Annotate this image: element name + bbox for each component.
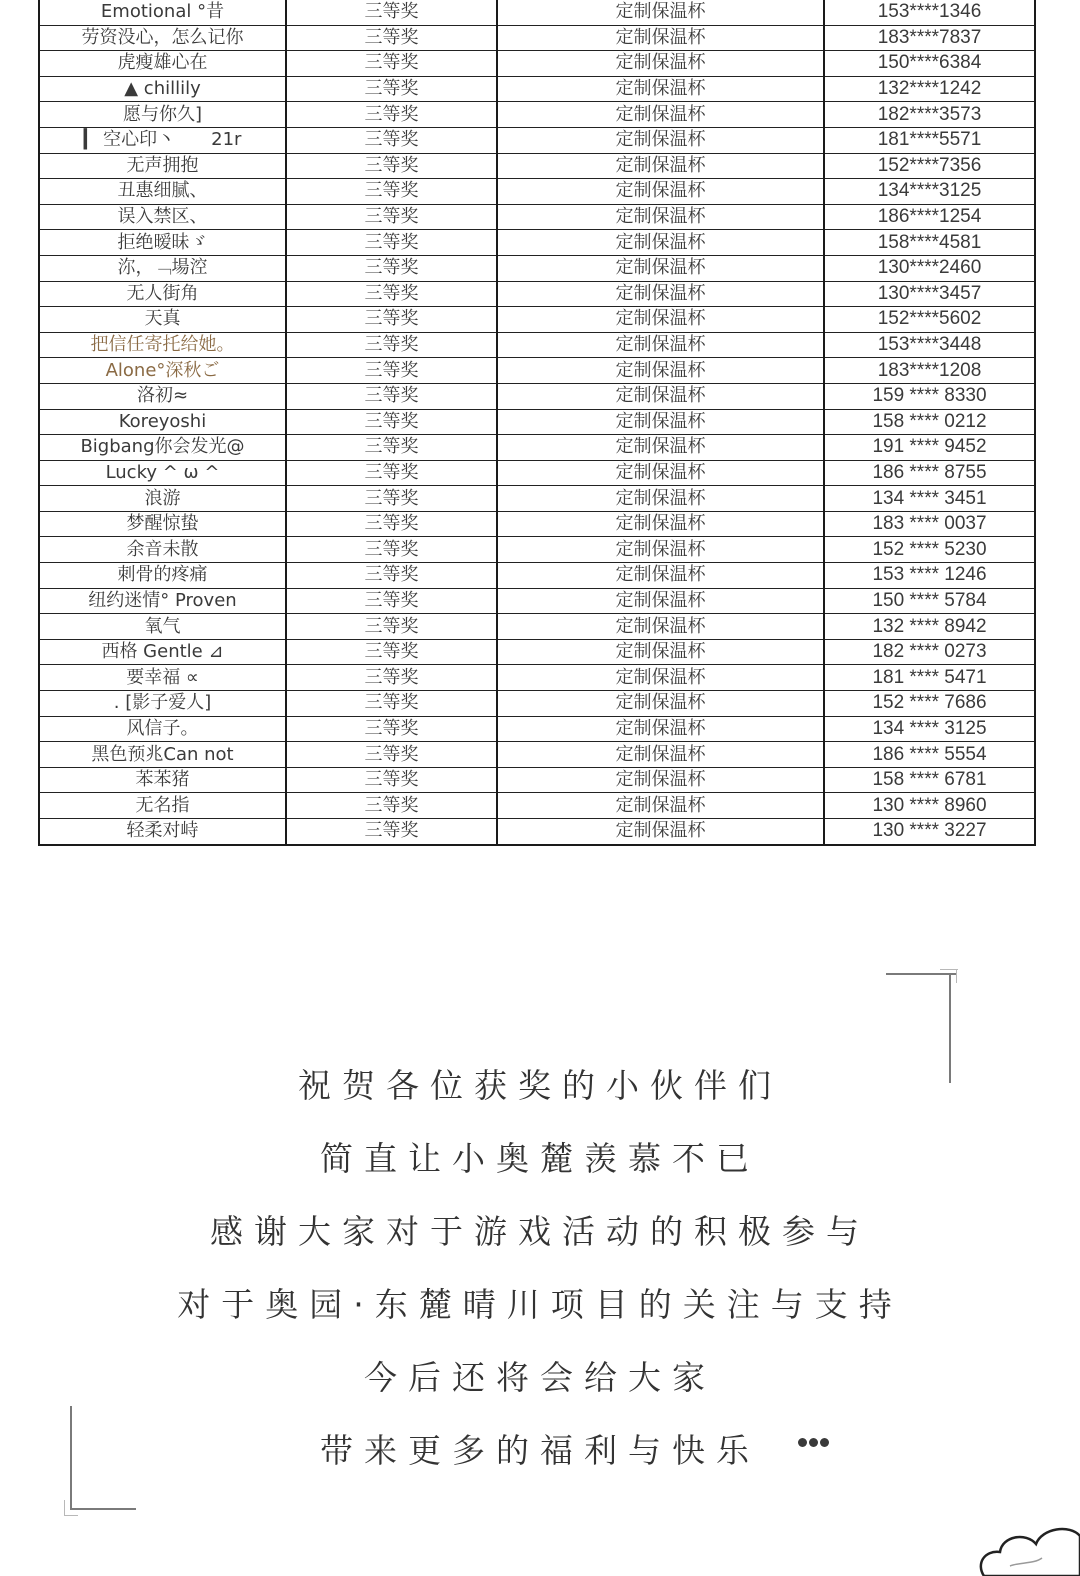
gift-cell: 定制保温杯 xyxy=(497,230,824,256)
phone-cell: 152 **** 5230 xyxy=(824,537,1035,563)
prize-level-cell: 三等奖 xyxy=(286,25,497,51)
gift-cell: 定制保温杯 xyxy=(497,255,824,281)
winner-name-cell: Alone°深秋ご xyxy=(39,358,286,384)
table-row xyxy=(39,486,1035,512)
message-line: 今后还将会给大家 xyxy=(364,1358,716,1397)
prize-level-cell: 三等奖 xyxy=(286,511,497,537)
prize-level-cell: 三等奖 xyxy=(286,639,497,665)
table-row xyxy=(39,537,1035,563)
message-line: 带来更多的福利与快乐 xyxy=(320,1431,760,1470)
winner-name-cell: Lucky ^ ω ^ xyxy=(39,460,286,486)
gift-cell: 定制保温杯 xyxy=(497,179,824,205)
winner-name-cell: 氧气 xyxy=(39,614,286,640)
gift-cell: 定制保温杯 xyxy=(497,639,824,665)
phone-cell: 191 **** 9452 xyxy=(824,435,1035,461)
phone-cell: 182 **** 0273 xyxy=(824,639,1035,665)
gift-cell: 定制保温杯 xyxy=(497,332,824,358)
table-row xyxy=(39,0,1035,25)
phone-cell: 182****3573 xyxy=(824,102,1035,128)
winner-name-cell: 无名指 xyxy=(39,793,286,819)
gift-cell: 定制保温杯 xyxy=(497,127,824,153)
table-row xyxy=(39,614,1035,640)
table-row xyxy=(39,204,1035,230)
winner-name-cell: 误入禁区、 xyxy=(39,204,286,230)
phone-cell: 158 **** 6781 xyxy=(824,767,1035,793)
table-row xyxy=(39,793,1035,819)
gift-cell: 定制保温杯 xyxy=(497,486,824,512)
winner-name-cell: 劳资没心，怎么记你 xyxy=(39,25,286,51)
winner-name-cell: 无声拥抱 xyxy=(39,153,286,179)
table-row xyxy=(39,563,1035,589)
phone-cell: 134 **** 3451 xyxy=(824,486,1035,512)
prize-level-cell: 三等奖 xyxy=(286,819,497,845)
winner-name-cell: 无人街角 xyxy=(39,281,286,307)
prize-level-cell: 三等奖 xyxy=(286,691,497,717)
message-line: 祝贺各位获奖的小伙伴们 xyxy=(298,1066,782,1105)
gift-cell: 定制保温杯 xyxy=(497,665,824,691)
prize-level-cell: 三等奖 xyxy=(286,665,497,691)
phone-cell: 186****1254 xyxy=(824,204,1035,230)
prize-level-cell: 三等奖 xyxy=(286,409,497,435)
table-row xyxy=(39,460,1035,486)
table-row xyxy=(39,76,1035,102)
phone-cell: 153 **** 1246 xyxy=(824,563,1035,589)
winner-name-cell: 刺骨的疼痛 xyxy=(39,563,286,589)
phone-cell: 134 **** 3125 xyxy=(824,716,1035,742)
phone-cell: 132 **** 8942 xyxy=(824,614,1035,640)
phone-cell: 183****7837 xyxy=(824,25,1035,51)
prize-level-cell: 三等奖 xyxy=(286,153,497,179)
prize-level-cell: 三等奖 xyxy=(286,563,497,589)
message-line: 感谢大家对于游戏活动的积极参与 xyxy=(210,1212,870,1251)
prize-level-cell: 三等奖 xyxy=(286,358,497,384)
gift-cell: 定制保温杯 xyxy=(497,742,824,768)
winners-table xyxy=(38,0,1036,846)
table-row xyxy=(39,358,1035,384)
gift-cell: 定制保温杯 xyxy=(497,819,824,845)
gift-cell: 定制保温杯 xyxy=(497,767,824,793)
phone-cell: 183****1208 xyxy=(824,358,1035,384)
winner-name-cell: 浪游 xyxy=(39,486,286,512)
phone-cell: 130 **** 8960 xyxy=(824,793,1035,819)
prize-level-cell: 三等奖 xyxy=(286,767,497,793)
gift-cell: 定制保温杯 xyxy=(497,281,824,307)
winner-name-cell: 轻柔对峙 xyxy=(39,819,286,845)
table-row xyxy=(39,716,1035,742)
phone-cell: 183 **** 0037 xyxy=(824,511,1035,537)
prize-level-cell: 三等奖 xyxy=(286,460,497,486)
winner-name-cell: . [影子爱人] xyxy=(39,691,286,717)
message-line: 简直让小奥麓羡慕不已 xyxy=(320,1139,760,1178)
gift-cell: 定制保温杯 xyxy=(497,76,824,102)
phone-cell: 181****5571 xyxy=(824,127,1035,153)
winner-name-cell: 要幸福 ∝ xyxy=(39,665,286,691)
prize-level-cell: 三等奖 xyxy=(286,588,497,614)
winner-name-cell: 纽约迷情° Proven xyxy=(39,588,286,614)
winner-name-cell: ▲ chillily xyxy=(39,76,286,102)
prize-level-cell: 三等奖 xyxy=(286,102,497,128)
table-row xyxy=(39,332,1035,358)
table-row xyxy=(39,179,1035,205)
prize-level-cell: 三等奖 xyxy=(286,614,497,640)
table-row xyxy=(39,767,1035,793)
phone-cell: 153****3448 xyxy=(824,332,1035,358)
winners-table-body xyxy=(39,0,1035,845)
frame-bottom-left-h2 xyxy=(64,1515,78,1516)
prize-level-cell: 三等奖 xyxy=(286,383,497,409)
winner-name-cell: 把信任寄托给她。 xyxy=(39,332,286,358)
winner-name-cell: Koreyoshi xyxy=(39,409,286,435)
winner-name-cell: 洛初≈ xyxy=(39,383,286,409)
winner-name-cell: 梦醒惊蛰 xyxy=(39,511,286,537)
prize-level-cell: 三等奖 xyxy=(286,0,497,25)
gift-cell: 定制保温杯 xyxy=(497,153,824,179)
phone-cell: 152****5602 xyxy=(824,307,1035,333)
winner-name-cell: 拒绝暧昧ゞ xyxy=(39,230,286,256)
winner-name-cell: ▎ 空心印丶 21r xyxy=(39,127,286,153)
winner-name-cell: 愿与你久] xyxy=(39,102,286,128)
table-row xyxy=(39,511,1035,537)
table-row xyxy=(39,639,1035,665)
winner-name-cell: 苯苯猪 xyxy=(39,767,286,793)
phone-cell: 150****6384 xyxy=(824,51,1035,77)
gift-cell: 定制保温杯 xyxy=(497,102,824,128)
winner-name-cell: 西格 Gentle ⊿ xyxy=(39,639,286,665)
winner-name-cell: 丑惠细腻、 xyxy=(39,179,286,205)
prize-level-cell: 三等奖 xyxy=(286,793,497,819)
winner-name-cell: 沵，﹁場涳 xyxy=(39,255,286,281)
table-row xyxy=(39,588,1035,614)
phone-cell: 158 **** 0212 xyxy=(824,409,1035,435)
gift-cell: 定制保温杯 xyxy=(497,204,824,230)
prize-level-cell: 三等奖 xyxy=(286,332,497,358)
phone-cell: 153****1346 xyxy=(824,0,1035,25)
cloud-icon xyxy=(970,1506,1080,1576)
prize-level-cell: 三等奖 xyxy=(286,204,497,230)
phone-cell: 181 **** 5471 xyxy=(824,665,1035,691)
gift-cell: 定制保温杯 xyxy=(497,511,824,537)
table-row xyxy=(39,255,1035,281)
gift-cell: 定制保温杯 xyxy=(497,588,824,614)
phone-cell: 132****1242 xyxy=(824,76,1035,102)
prize-level-cell: 三等奖 xyxy=(286,307,497,333)
gift-cell: 定制保温杯 xyxy=(497,0,824,25)
frame-top-right-v2 xyxy=(956,969,957,983)
phone-cell: 186 **** 5554 xyxy=(824,742,1035,768)
table-row xyxy=(39,307,1035,333)
prize-level-cell: 三等奖 xyxy=(286,255,497,281)
gift-cell: 定制保温杯 xyxy=(497,358,824,384)
message-line: 对于奥园·东麓晴川项目的关注与支持 xyxy=(177,1285,903,1324)
prize-level-cell: 三等奖 xyxy=(286,486,497,512)
gift-cell: 定制保温杯 xyxy=(497,51,824,77)
prize-level-cell: 三等奖 xyxy=(286,230,497,256)
table-row xyxy=(39,102,1035,128)
gift-cell: 定制保温杯 xyxy=(497,563,824,589)
phone-cell: 150 **** 5784 xyxy=(824,588,1035,614)
table-row xyxy=(39,742,1035,768)
table-row xyxy=(39,435,1035,461)
prize-level-cell: 三等奖 xyxy=(286,716,497,742)
prize-level-cell: 三等奖 xyxy=(286,76,497,102)
table-row xyxy=(39,153,1035,179)
winner-name-cell: 余音未散 xyxy=(39,537,286,563)
winner-name-cell: Bigbang你会发光@ xyxy=(39,435,286,461)
prize-level-cell: 三等奖 xyxy=(286,179,497,205)
gift-cell: 定制保温杯 xyxy=(497,435,824,461)
phone-cell: 134****3125 xyxy=(824,179,1035,205)
winner-name-cell: Emotional °昔 xyxy=(39,0,286,25)
gift-cell: 定制保温杯 xyxy=(497,307,824,333)
table-row xyxy=(39,691,1035,717)
phone-cell: 159 **** 8330 xyxy=(824,383,1035,409)
gift-cell: 定制保温杯 xyxy=(497,460,824,486)
gift-cell: 定制保温杯 xyxy=(497,25,824,51)
winner-name-cell: 风信子。 xyxy=(39,716,286,742)
phone-cell: 152 **** 7686 xyxy=(824,691,1035,717)
table-row xyxy=(39,281,1035,307)
table-row xyxy=(39,51,1035,77)
table-row xyxy=(39,230,1035,256)
phone-cell: 130****3457 xyxy=(824,281,1035,307)
winner-name-cell: 虎瘦雄心在 xyxy=(39,51,286,77)
gift-cell: 定制保温杯 xyxy=(497,383,824,409)
gift-cell: 定制保温杯 xyxy=(497,691,824,717)
gift-cell: 定制保温杯 xyxy=(497,716,824,742)
dots-icon xyxy=(798,1432,832,1446)
table-row xyxy=(39,25,1035,51)
gift-cell: 定制保温杯 xyxy=(497,537,824,563)
phone-cell: 152****7356 xyxy=(824,153,1035,179)
frame-bottom-left-v2 xyxy=(64,1500,65,1516)
table-row xyxy=(39,819,1035,845)
frame-bottom-left-h xyxy=(70,1508,136,1510)
table-row xyxy=(39,409,1035,435)
table-row xyxy=(39,665,1035,691)
phone-cell: 158****4581 xyxy=(824,230,1035,256)
prize-level-cell: 三等奖 xyxy=(286,281,497,307)
gift-cell: 定制保温杯 xyxy=(497,614,824,640)
winner-name-cell: 天真 xyxy=(39,307,286,333)
prize-level-cell: 三等奖 xyxy=(286,127,497,153)
phone-cell: 130 **** 3227 xyxy=(824,819,1035,845)
table-row xyxy=(39,127,1035,153)
prize-level-cell: 三等奖 xyxy=(286,742,497,768)
table-row xyxy=(39,383,1035,409)
frame-top-right-h xyxy=(886,973,956,975)
gift-cell: 定制保温杯 xyxy=(497,409,824,435)
prize-level-cell: 三等奖 xyxy=(286,51,497,77)
prize-level-cell: 三等奖 xyxy=(286,537,497,563)
winner-name-cell: 黑色预兆Can not xyxy=(39,742,286,768)
prize-level-cell: 三等奖 xyxy=(286,435,497,461)
phone-cell: 130****2460 xyxy=(824,255,1035,281)
gift-cell: 定制保温杯 xyxy=(497,793,824,819)
phone-cell: 186 **** 8755 xyxy=(824,460,1035,486)
